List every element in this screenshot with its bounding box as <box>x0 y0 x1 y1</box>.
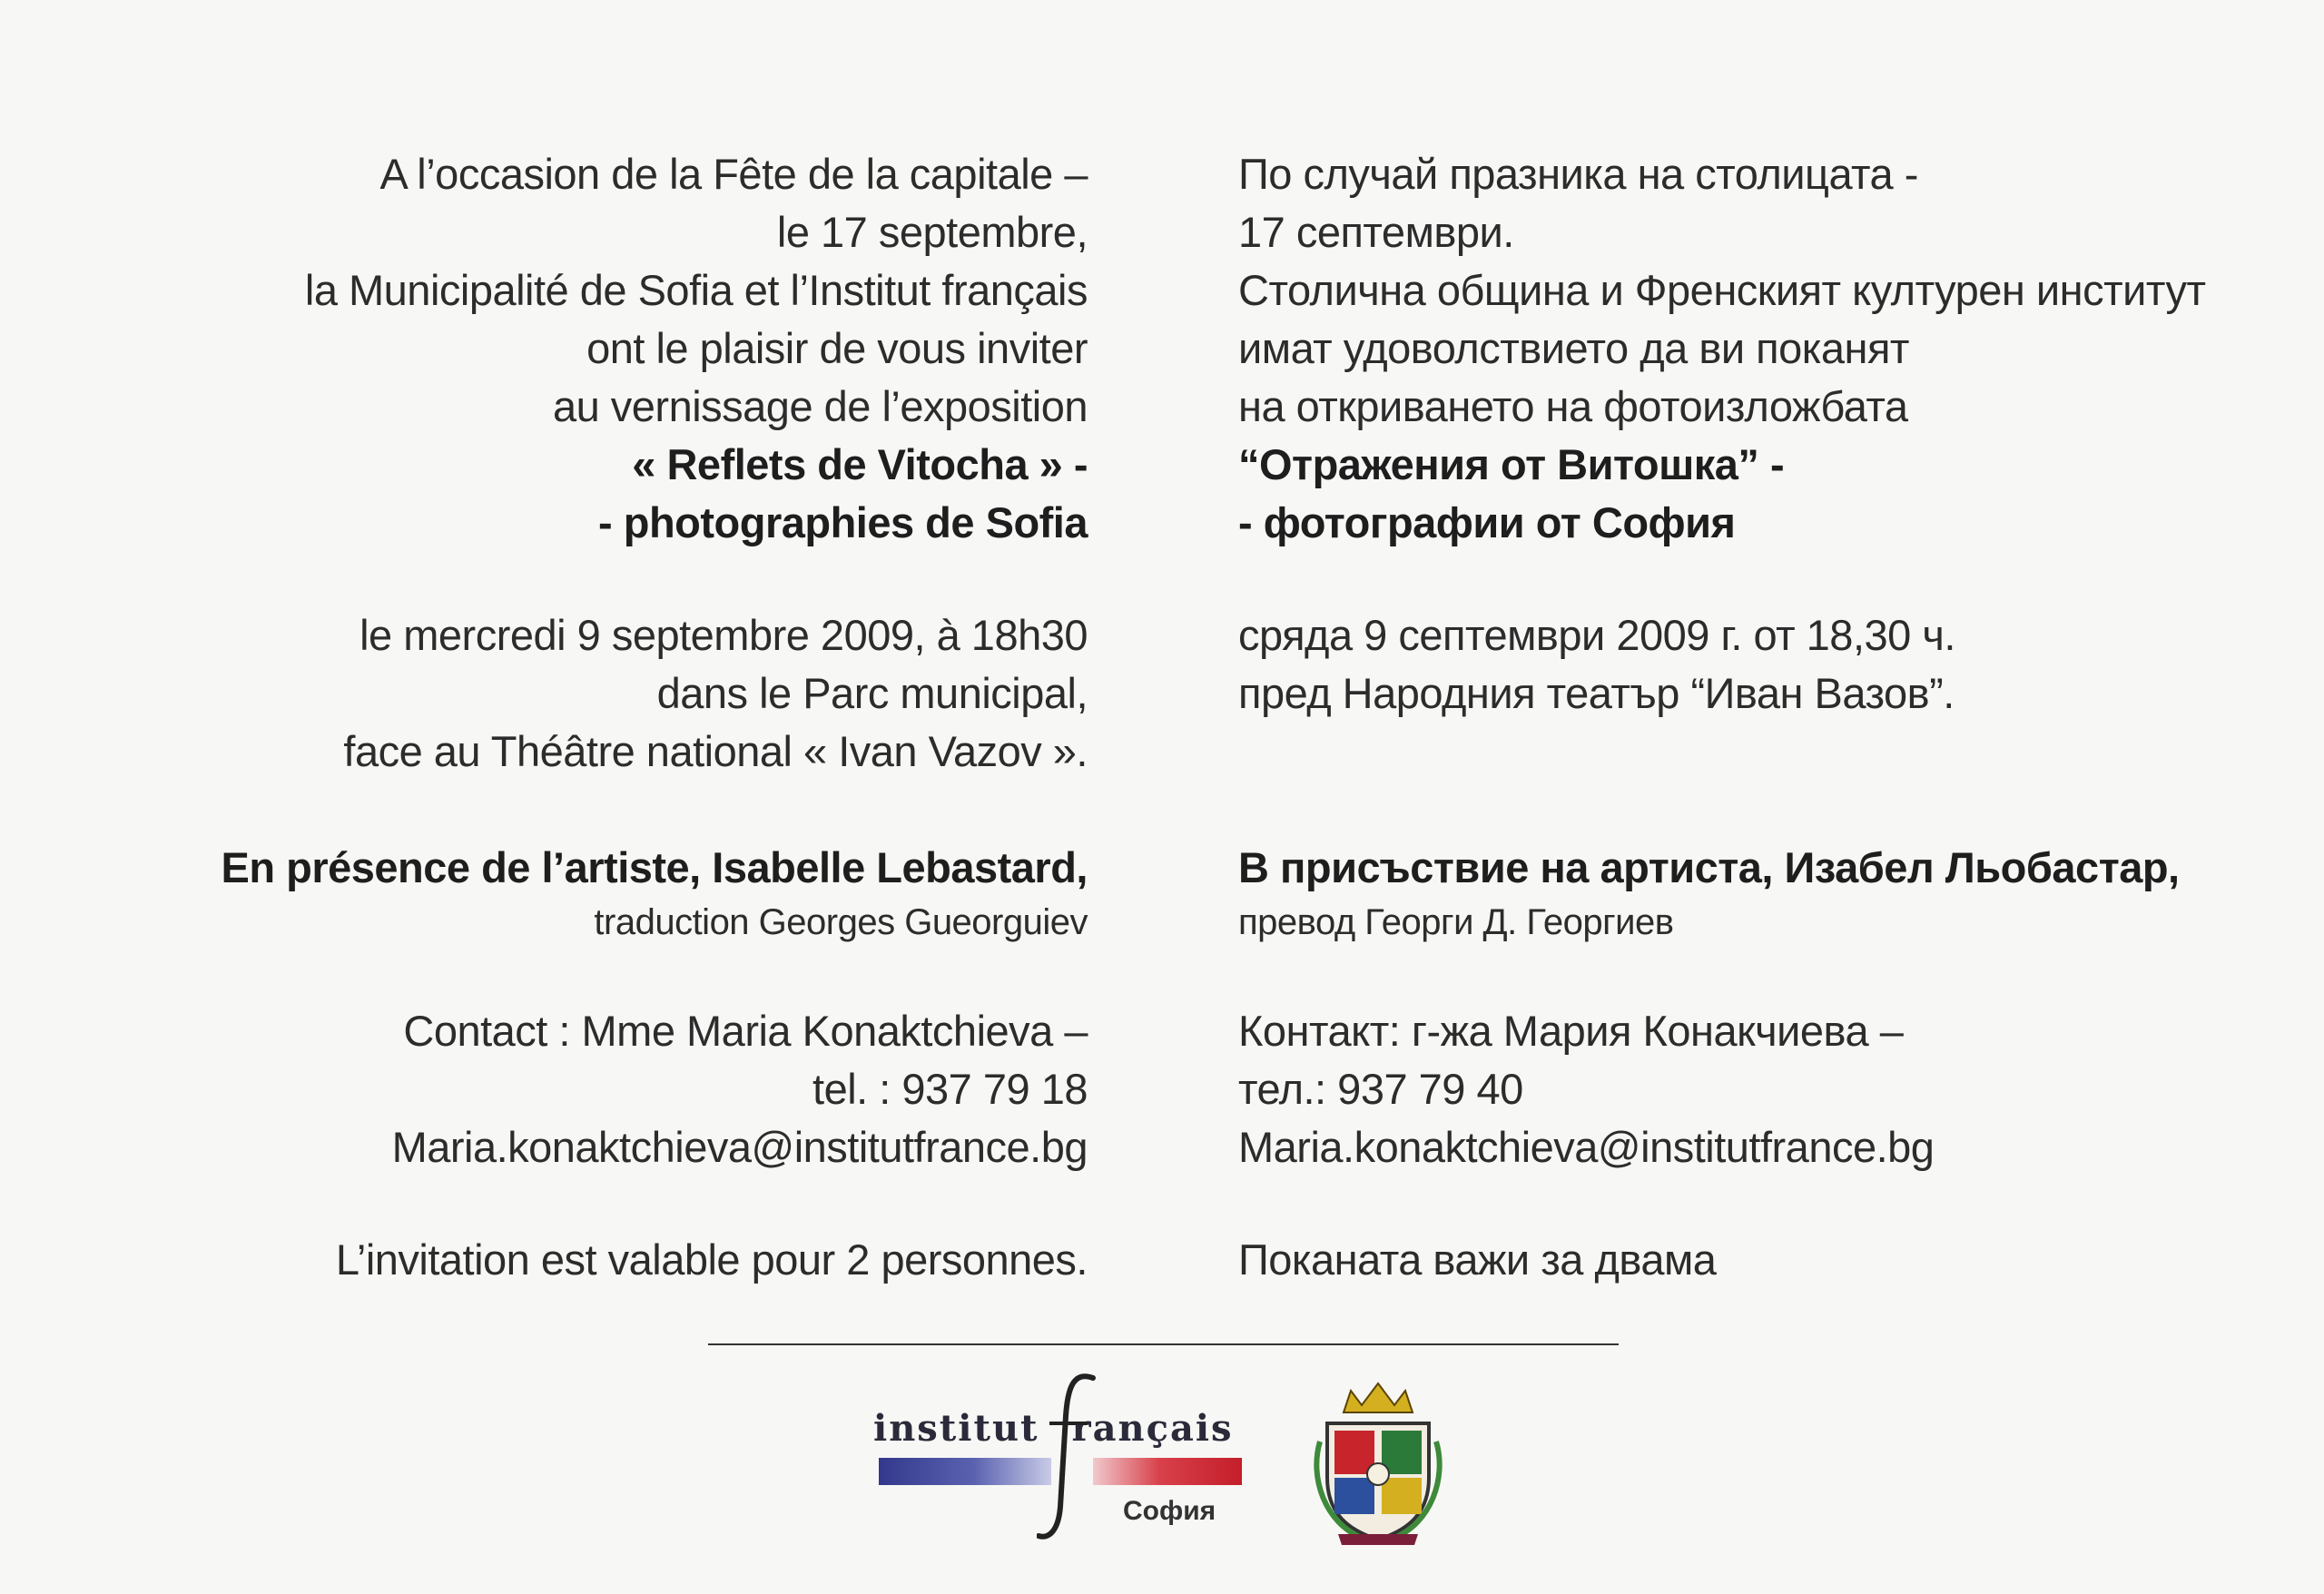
fr-date-line: le mercredi 9 septembre 2009, à 18h30 <box>359 611 1088 659</box>
logo-red-bar <box>1093 1458 1242 1485</box>
bg-contact-line: Контакт: г-жа Мария Конакчиева – <box>1238 1007 1904 1055</box>
divider-line <box>708 1343 1619 1345</box>
bg-translation: превод Георги Д. Георгиев <box>1238 902 1674 942</box>
fr-place-line: face au Théâtre national « Ivan Vazov ». <box>343 727 1088 775</box>
bg-intro-line: имат удоволствието да ви поканят <box>1238 324 1909 372</box>
fr-presence: En présence de l’artiste, Isabelle Lebastard, <box>221 843 1088 891</box>
fr-place-line: dans le Parc municipal, <box>656 669 1088 717</box>
sofia-coat-of-arms-icon <box>1307 1378 1449 1547</box>
fr-intro-line: au vernissage de l’exposition <box>552 382 1088 430</box>
bg-intro-line: на откриването на фотоизложбата <box>1238 382 1908 430</box>
institut-francais-logo <box>873 1380 1255 1543</box>
fr-contact-phone: tel. : 937 79 18 <box>812 1065 1088 1113</box>
fr-translation: traduction Georges Gueorguiev <box>594 902 1088 942</box>
fr-exhibition-title: « Reflets de Vitocha » - <box>632 440 1088 488</box>
fr-intro-line: la Municipalité de Sofia et l’Institut français <box>304 266 1088 314</box>
bg-contact-phone: тел.: 937 79 40 <box>1238 1065 1523 1113</box>
fr-validity: L’invitation est valable pour 2 personnes. <box>335 1235 1088 1284</box>
bg-presence: В присъствие на артиста, Изабел Льобастар, <box>1238 843 2180 891</box>
logo-city: София <box>1123 1496 1216 1526</box>
logo-f-glyph-icon <box>1037 1371 1109 1543</box>
bg-contact-email: Maria.konaktchieva@institutfrance.bg <box>1238 1123 1935 1171</box>
logo-word-right: rançais <box>1071 1407 1234 1450</box>
bg-place-line: пред Народния театър “Иван Вазов”. <box>1238 669 1955 717</box>
logo-word-left: institut <box>873 1407 1039 1450</box>
fr-intro-line: le 17 septembre, <box>776 208 1088 256</box>
bulgarian-column <box>1238 145 2264 1289</box>
fr-intro-line: ont le plaisir de vous inviter <box>586 324 1088 372</box>
fr-intro-line: A l’occasion de la Fête de la capitale – <box>379 150 1088 198</box>
bg-date-line: сряда 9 септември 2009 г. от 18,30 ч. <box>1238 611 1955 659</box>
bg-exhibition-title: “Отражения от Витошка” - <box>1238 440 1785 488</box>
logo-blue-bar <box>879 1458 1051 1485</box>
fr-contact-line: Contact : Mme Maria Konaktchieva – <box>403 1007 1088 1055</box>
bg-intro-line: По случай празника на столицата - <box>1238 150 1918 198</box>
french-column <box>136 145 1088 1289</box>
bg-exhibition-subtitle: - фотографии от София <box>1238 498 1736 546</box>
fr-exhibition-subtitle: - photographies de Sofia <box>598 498 1088 546</box>
bg-intro-line: Столична община и Френският културен институт <box>1238 266 2206 314</box>
bg-intro-line: 17 септември. <box>1238 208 1514 256</box>
bg-validity: Поканата важи за двама <box>1238 1235 1717 1284</box>
fr-contact-email: Maria.konaktchieva@institutfrance.bg <box>391 1123 1088 1171</box>
